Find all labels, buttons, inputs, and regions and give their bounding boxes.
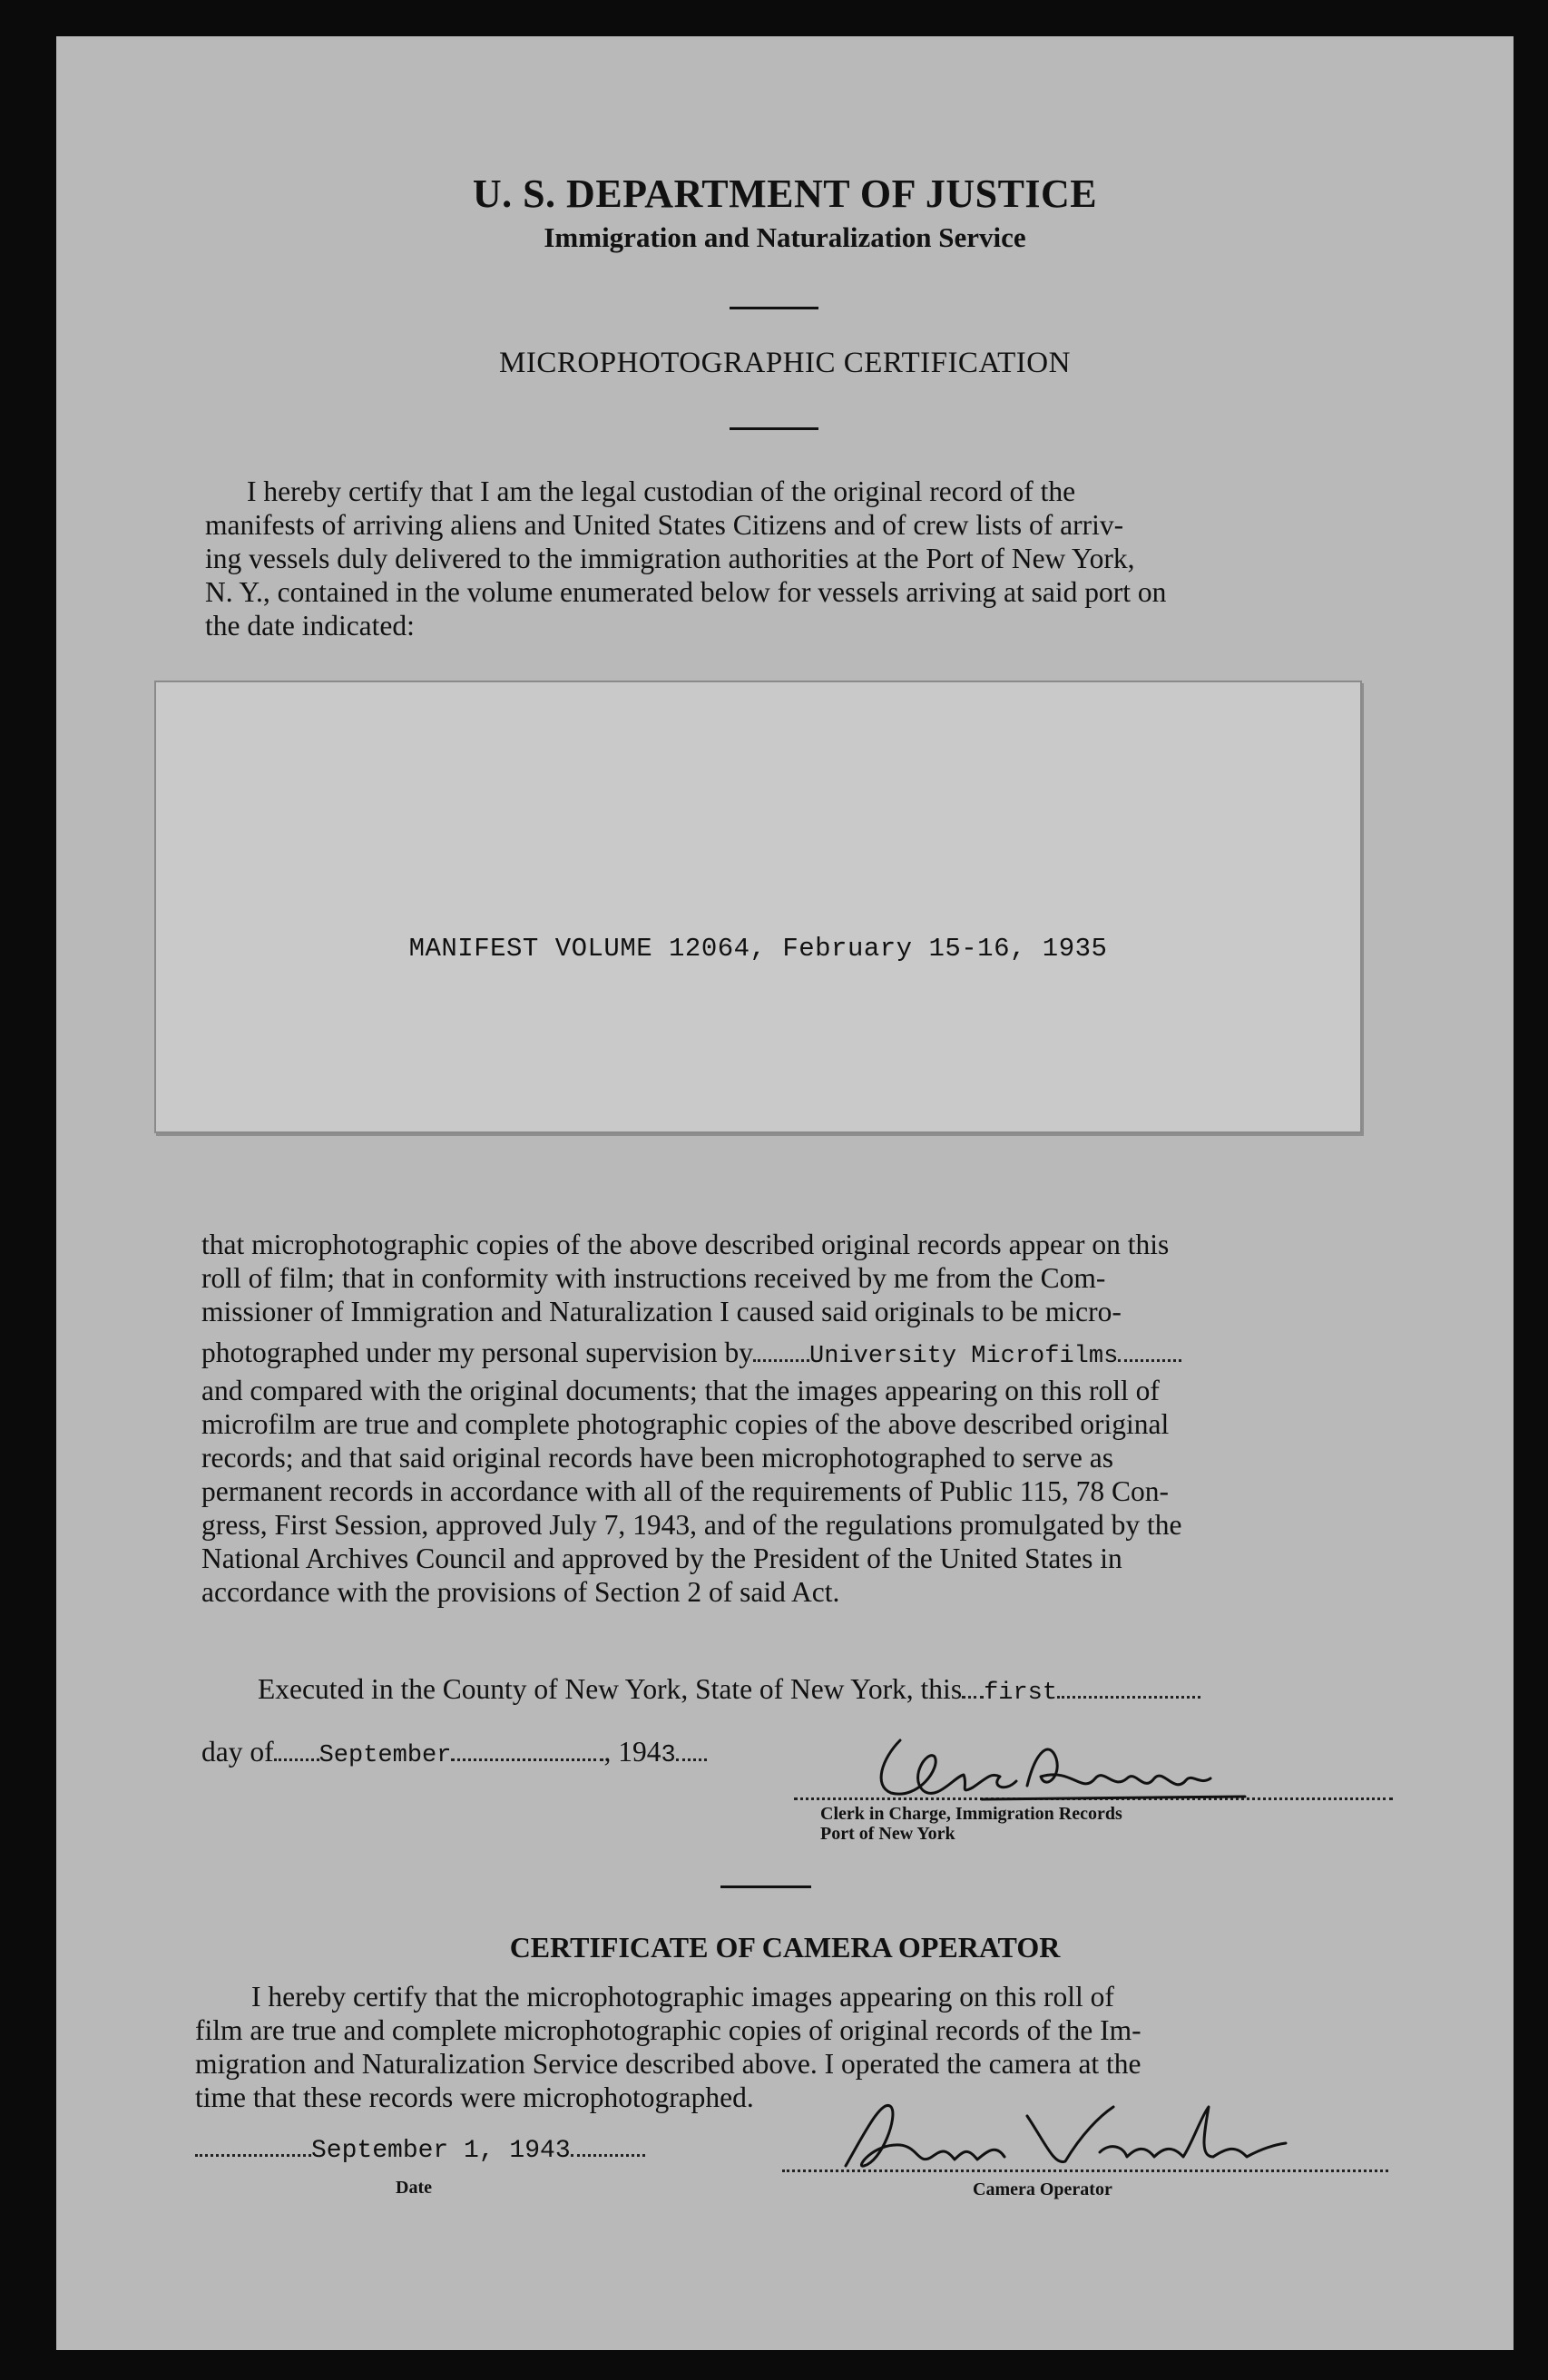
fill-dots — [753, 1359, 809, 1362]
divider — [720, 1885, 811, 1888]
clerk-signature — [855, 1722, 1254, 1813]
department-heading: U. S. DEPARTMENT OF JUSTICE — [472, 171, 1098, 216]
operator-signature — [828, 2080, 1299, 2179]
date-line — [195, 2130, 645, 2168]
paragraph-line: migration and Naturalization Service described above. I operated the camera at the — [195, 2048, 1141, 2080]
paragraph-line: National Archives Council and approved by the President of the United States in — [201, 1543, 1122, 1574]
day-of-line — [201, 1735, 707, 1773]
divider — [730, 427, 818, 430]
paragraph-line: and compared with the original documents; that the images appearing on this roll of — [201, 1375, 1160, 1406]
supervisor-name: University Microfilms — [809, 1343, 1119, 1370]
clerk-title-line: Clerk in Charge, Immigration Records — [820, 1804, 1122, 1824]
paragraph-line: I hereby certify that I am the legal custodian of the original record of the — [247, 475, 1076, 507]
execution-month: September — [318, 1742, 452, 1769]
paragraph-line: I hereby certify that the microphotographic images appearing on this roll of — [251, 1981, 1114, 2013]
fill-dots — [451, 1758, 603, 1761]
divider — [730, 307, 818, 309]
fill-dots — [676, 1758, 707, 1761]
fill-dots — [1057, 1696, 1200, 1699]
paragraph-line: manifests of arriving aliens and United States Citizens and of crew lists of arriv- — [205, 509, 1124, 541]
date-label: Date — [396, 2178, 432, 2198]
operator-label: Camera Operator — [973, 2179, 1112, 2199]
clerk-title-line: Port of New York — [820, 1824, 955, 1844]
execution-line — [258, 1672, 1200, 1710]
paragraph-line: permanent records in accordance with all of the requirements of Public 115, 78 Con- — [201, 1475, 1169, 1507]
body-paragraph — [201, 1228, 1405, 1609]
fill-dots — [962, 1696, 984, 1699]
operator-section-title: CERTIFICATE OF CAMERA OPERATOR — [509, 1931, 1061, 1964]
paragraph-line: accordance with the provisions of Section 2 of said Act. — [201, 1576, 840, 1608]
fill-dots — [1118, 1359, 1181, 1362]
paragraph-line: missioner of Immigration and Naturalization I caused said originals to be micro- — [201, 1296, 1122, 1327]
manifest-volume-text: MANIFEST VOLUME 12064, February 15-16, 1935 — [408, 934, 1108, 964]
execution-day: first — [984, 1680, 1058, 1707]
execution-prefix: Executed in the County of New York, State of New York, this — [258, 1673, 963, 1705]
paragraph-line: ing vessels duly delivered to the immigration authorities at the Port of New York, — [205, 543, 1135, 574]
supervision-prefix: photographed under my personal supervision by — [201, 1337, 754, 1368]
paragraph-line: N. Y., contained in the volume enumerated below for vessels arriving at said port on — [205, 576, 1167, 608]
certification-title: MICROPHOTOGRAPHIC CERTIFICATION — [499, 347, 1071, 379]
fill-dots — [274, 1758, 319, 1761]
fill-dots — [571, 2154, 645, 2157]
paragraph-line: records; and that said original records have been microphotographed to serve as — [201, 1442, 1114, 1474]
intro-paragraph — [205, 475, 1406, 642]
paragraph-line: the date indicated: — [205, 610, 415, 642]
certificate-page — [56, 36, 1514, 2350]
supervision-line — [201, 1336, 1405, 1374]
operator-date: September 1, 1943 — [311, 2137, 571, 2165]
execution-year: 3 — [661, 1742, 676, 1769]
paragraph-line: roll of film; that in conformity with instructions received by me from the Com- — [201, 1262, 1106, 1294]
paragraph-line: film are true and complete microphotographic copies of original records of the Im- — [195, 2014, 1141, 2046]
paragraph-line: time that these records were microphotographed. — [195, 2081, 754, 2113]
service-subheading: Immigration and Naturalization Service — [544, 221, 1026, 253]
paragraph-line: that microphotographic copies of the above described original records appear on this — [201, 1229, 1170, 1260]
year-prefix: , 194 — [603, 1736, 661, 1768]
paragraph-line: gress, First Session, approved July 7, 1943, and of the regulations promulgated by the — [201, 1509, 1182, 1541]
volume-label-box — [154, 681, 1362, 1133]
fill-dots — [195, 2154, 311, 2157]
paragraph-line: microfilm are true and complete photographic copies of the above described original — [201, 1408, 1170, 1440]
day-of-label: day of — [201, 1736, 274, 1768]
clerk-title — [820, 1804, 1122, 1844]
